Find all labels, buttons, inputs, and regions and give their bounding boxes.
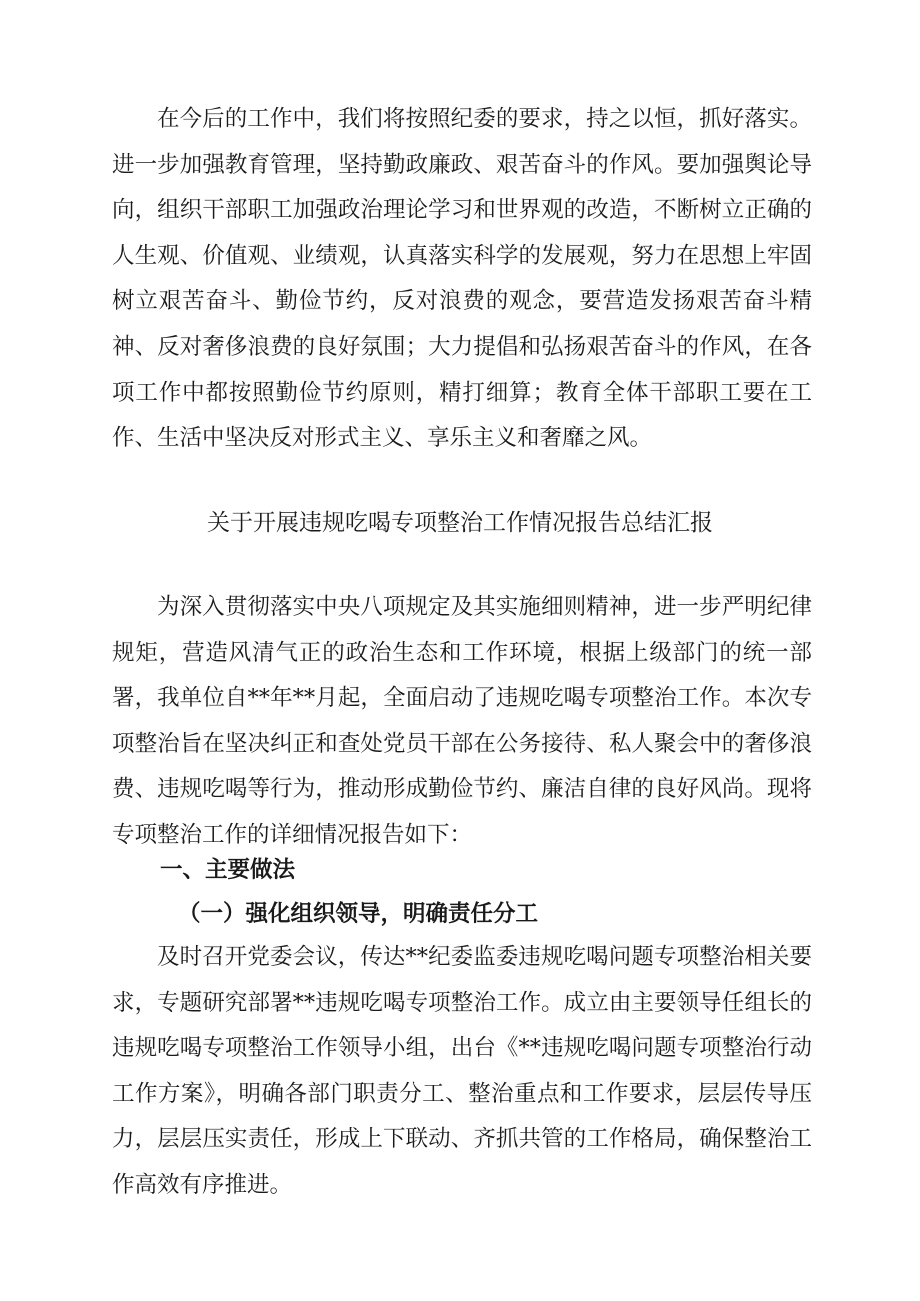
previous-section-paragraph: 在今后的工作中，我们将按照纪委的要求，持之以恒，抓好落实。进一步加强教育管理，坚持勤政廉政、艰苦奋斗的作风。要加强舆论导向，组织干部职工加强政治理论学习和世界观的改造，不断树立正确的人生观、价值观、业绩观，认真落实科学的发展观，努力在思想上牢固树立艰苦奋斗、勤俭节约，反对浪费的观念，要营造发扬艰苦奋斗精神、反对奢侈浪费的良好氛围；大力提倡和弘扬艰苦奋斗的作风，在各项工作中都按照勤俭节约原则，精打细算；教育全体干部职工要在工作、生活中坚决反对形式主义、享乐主义和奢靡之风。 xyxy=(112,106,812,452)
section-heading: 一、主要做法 xyxy=(160,857,296,883)
report-intro-paragraph: 为深入贯彻落实中央八项规定及其实施细则精神，进一步严明纪律规矩，营造风清气正的政治生态和工作环境，根据上级部门的统一部署，我单位自**年**月起，全面启动了违规吃喝专项整治工作。本次专项整治旨在坚决纠正和查处党员干部在公务接待、私人聚会中的奢侈浪费、违规吃喝等行为，推动形成勤俭节约、廉洁自律的良好风尚。现将专项整治工作的详细情况报告如下： xyxy=(112,594,812,848)
subsection-heading: （一）强化组织领导，明确责任分工 xyxy=(178,901,539,927)
subsection-body-paragraph: 及时召开党委会议，传达**纪委监委违规吃喝问题专项整治相关要求，专题研究部署**违规吃喝专项整治工作。成立由主要领导任组长的违规吃喝专项整治工作领导小组，出台《**违规吃喝问题专项整治行动工作方案》，明确各部门职责分工、整治重点和工作要求，层层传导压力，层层压实责任，形成上下联动、齐抓共管的工作格局，确保整治工作高效有序推进。 xyxy=(112,944,812,1198)
report-title: 关于开展违规吃喝专项整治工作情况报告总结汇报 xyxy=(207,510,713,536)
